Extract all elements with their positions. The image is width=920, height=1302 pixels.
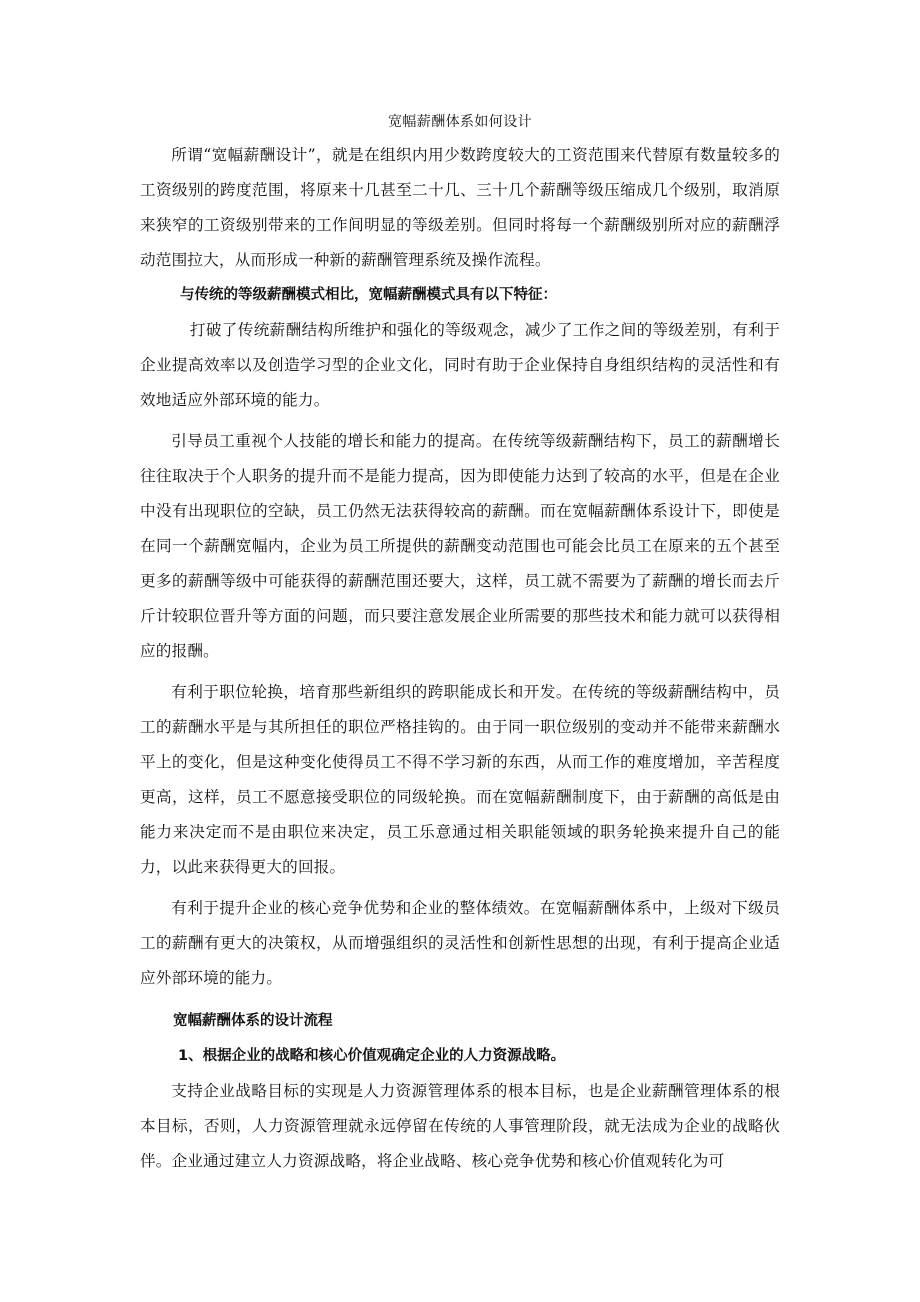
intro-paragraph: 所谓“宽幅薪酬设计”，就是在组织内用少数跨度较大的工资范围来代替原有数量较多的工资级别的跨度范围，将原来十几甚至二十几、三十几个薪酬等级压缩成几个级别，取消原来狭窄的工资级别带来的工作间明显的等级差别。但同时将每一个薪酬级别所对应的薪酬浮动范围拉大，从而形成一种新的薪酬管理系统及操作流程。 — [140, 146, 780, 269]
process-heading: 宽幅薪酬体系的设计流程 — [173, 1013, 333, 1029]
feature-paragraph-2: 引导员工重视个人技能的增长和能力的提高。在传统等级薪酬结构下，员工的薪酬增长往往取决于个人职务的提升而不是能力提高，因为即使能力达到了较高的水平，但是在企业中没有出现职位的空缺，员工仍然无法获得较高的薪酬。而在宽幅薪酬体系设计下，即使是在同一个薪酬宽幅内，企业为员工所提供的薪酬变动范围也可能会比员工在原来的五个甚至更多的薪酬等级中可能获得的薪酬范围还要大，这样，员工就不需要为了薪酬的增长而去斤斤计较职位晋升等方面的问题，而只要注意发展企业所需要的那些技术和能力就可以获得相应的报酬。 — [140, 432, 780, 660]
feature-paragraph-3: 有利于职位轮换，培育那些新组织的跨职能成长和开发。在传统的等级薪酬结构中，员工的薪酬水平是与其所担任的职位严格挂钩的。由于同一职位级别的变动并不能带来薪酬水平上的变化，但是这种变化使得员工不得不学习新的东西，从而工作的难度增加，辛苦程度更高，这样，员工不愿意接受职位的同级轮换。而在宽幅薪酬制度下，由于薪酬的高低是由能力来决定而不是由职位来决定，员工乐意通过相关职能领域的职务轮换来提升自己的能力，以此来获得更大的回报。 — [140, 683, 780, 876]
document-title: 宽幅薪酬体系如何设计 — [388, 114, 532, 130]
step-1-paragraph: 支持企业战略目标的实现是人力资源管理体系的根本目标，也是企业薪酬管理体系的根本目标，否则，人力资源管理就永远停留在传统的人事管理阶段，就无法成为企业的战略伙伴。企业通过建立人力资源战略，将企业战略、核心竞争优势和核心价值观转化为可 — [140, 1082, 780, 1170]
features-heading: 与传统的等级薪酬模式相比，宽幅薪酬模式具有以下特征： — [180, 287, 557, 303]
feature-paragraph-1: 打破了传统薪酬结构所维护和强化的等级观念，减少了工作之间的等级差别，有利于企业提高效率以及创造学习型的企业文化，同时有助于企业保持自身组织结构的灵活性和有效地适应外部环境的能力。 — [140, 321, 780, 409]
feature-paragraph-4: 有利于提升企业的核心竞争优势和企业的整体绩效。在宽幅薪酬体系中，上级对下级员工的薪酬有更大的决策权，从而增强组织的灵活性和创新性思想的出现，有利于提高企业适应外部环境的能力。 — [140, 899, 780, 987]
document-page — [140, 112, 780, 1179]
step-1-heading: 1、根据企业的战略和核心价值观确定企业的人力资源战略。 — [178, 1048, 566, 1064]
